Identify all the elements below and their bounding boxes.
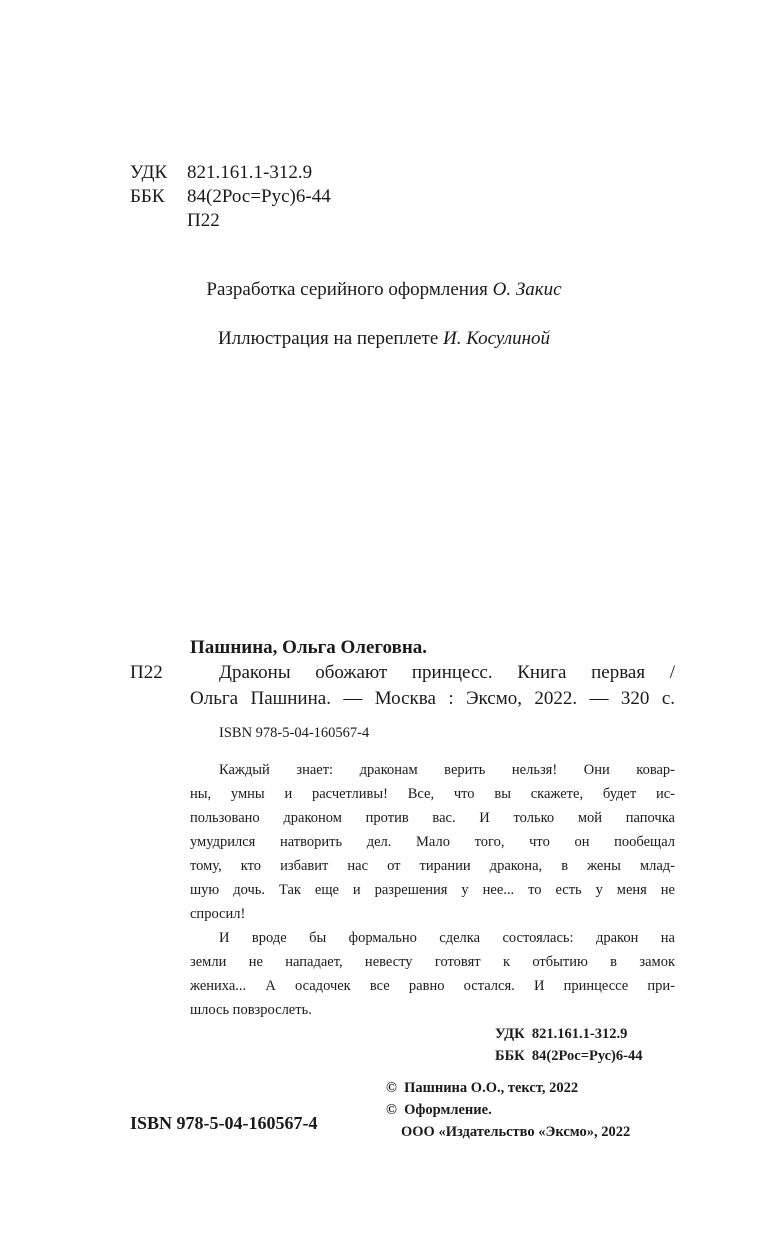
isbn-line: ISBN 978-5-04-160567-4 <box>219 725 370 741</box>
illustration-text: Иллюстрация на переплете <box>217 328 439 349</box>
annotation-line: И вроде бы формально сделка состоялась: дракон на <box>219 930 675 946</box>
copyright-design: © Оформление. <box>386 1102 492 1118</box>
author-mark-top: П22 <box>187 210 220 231</box>
copyright-text: © Пашнина О.О., текст, 2022 <box>386 1080 579 1096</box>
annotation-line: земли не нападает, невесту готовят к отбытию в замок <box>190 954 675 970</box>
footer-isbn: ISBN 978-5-04-160567-4 <box>130 1113 318 1133</box>
udk-value: 821.161.1-312.9 <box>187 162 313 183</box>
series-design-credit <box>0 279 768 302</box>
series-design-name: О. Закис <box>492 279 562 300</box>
card-bbk: ББК 84(2Рос=Рус)6-44 <box>495 1048 643 1064</box>
annotation-line: жениха... А осадочек все равно остался. И принцессе при- <box>190 978 675 994</box>
annotation-line: тому, кто избавит нас от тирании дракона, в жены млад- <box>190 858 675 874</box>
card-udk: УДК 821.161.1-312.9 <box>495 1026 628 1042</box>
udk-label: УДК <box>130 162 168 183</box>
illustration-credit <box>0 328 768 351</box>
annotation-line: шую дочь. Так еще и разрешения у нее... то есть у меня не <box>190 882 675 898</box>
bbk-value: 84(2Рос=Рус)6-44 <box>187 186 331 207</box>
series-design-text: Разработка серийного оформления <box>206 279 488 300</box>
annotation-line: ны, умны и расчетливы! Все, что вы скажете, будет ис- <box>190 786 675 802</box>
annotation-line: Каждый знает: драконам верить нельзя! Они ковар- <box>219 762 675 778</box>
author-mark: П22 <box>130 662 163 683</box>
annotation-line: пользовано драконом против вас. И только мой папочка <box>190 810 675 826</box>
annotation-line: умудрился натворить дел. Мало того, что он пообещал <box>190 834 675 850</box>
title-line-1: Драконы обожают принцесс. Книга первая / <box>219 662 675 683</box>
annotation-line: шлось повзрослеть. <box>190 1002 312 1018</box>
annotation-line: спросил! <box>190 906 246 922</box>
copyright-publisher: ООО «Издательство «Эксмо», 2022 <box>401 1124 631 1140</box>
illustration-name: И. Косулиной <box>443 328 551 349</box>
title-line-2: Ольга Пашнина. — Москва : Эксмо, 2022. — 320 с. <box>190 688 675 709</box>
bbk-label: ББК <box>130 186 165 207</box>
author-heading: Пашнина, Ольга Олеговна. <box>190 637 428 658</box>
